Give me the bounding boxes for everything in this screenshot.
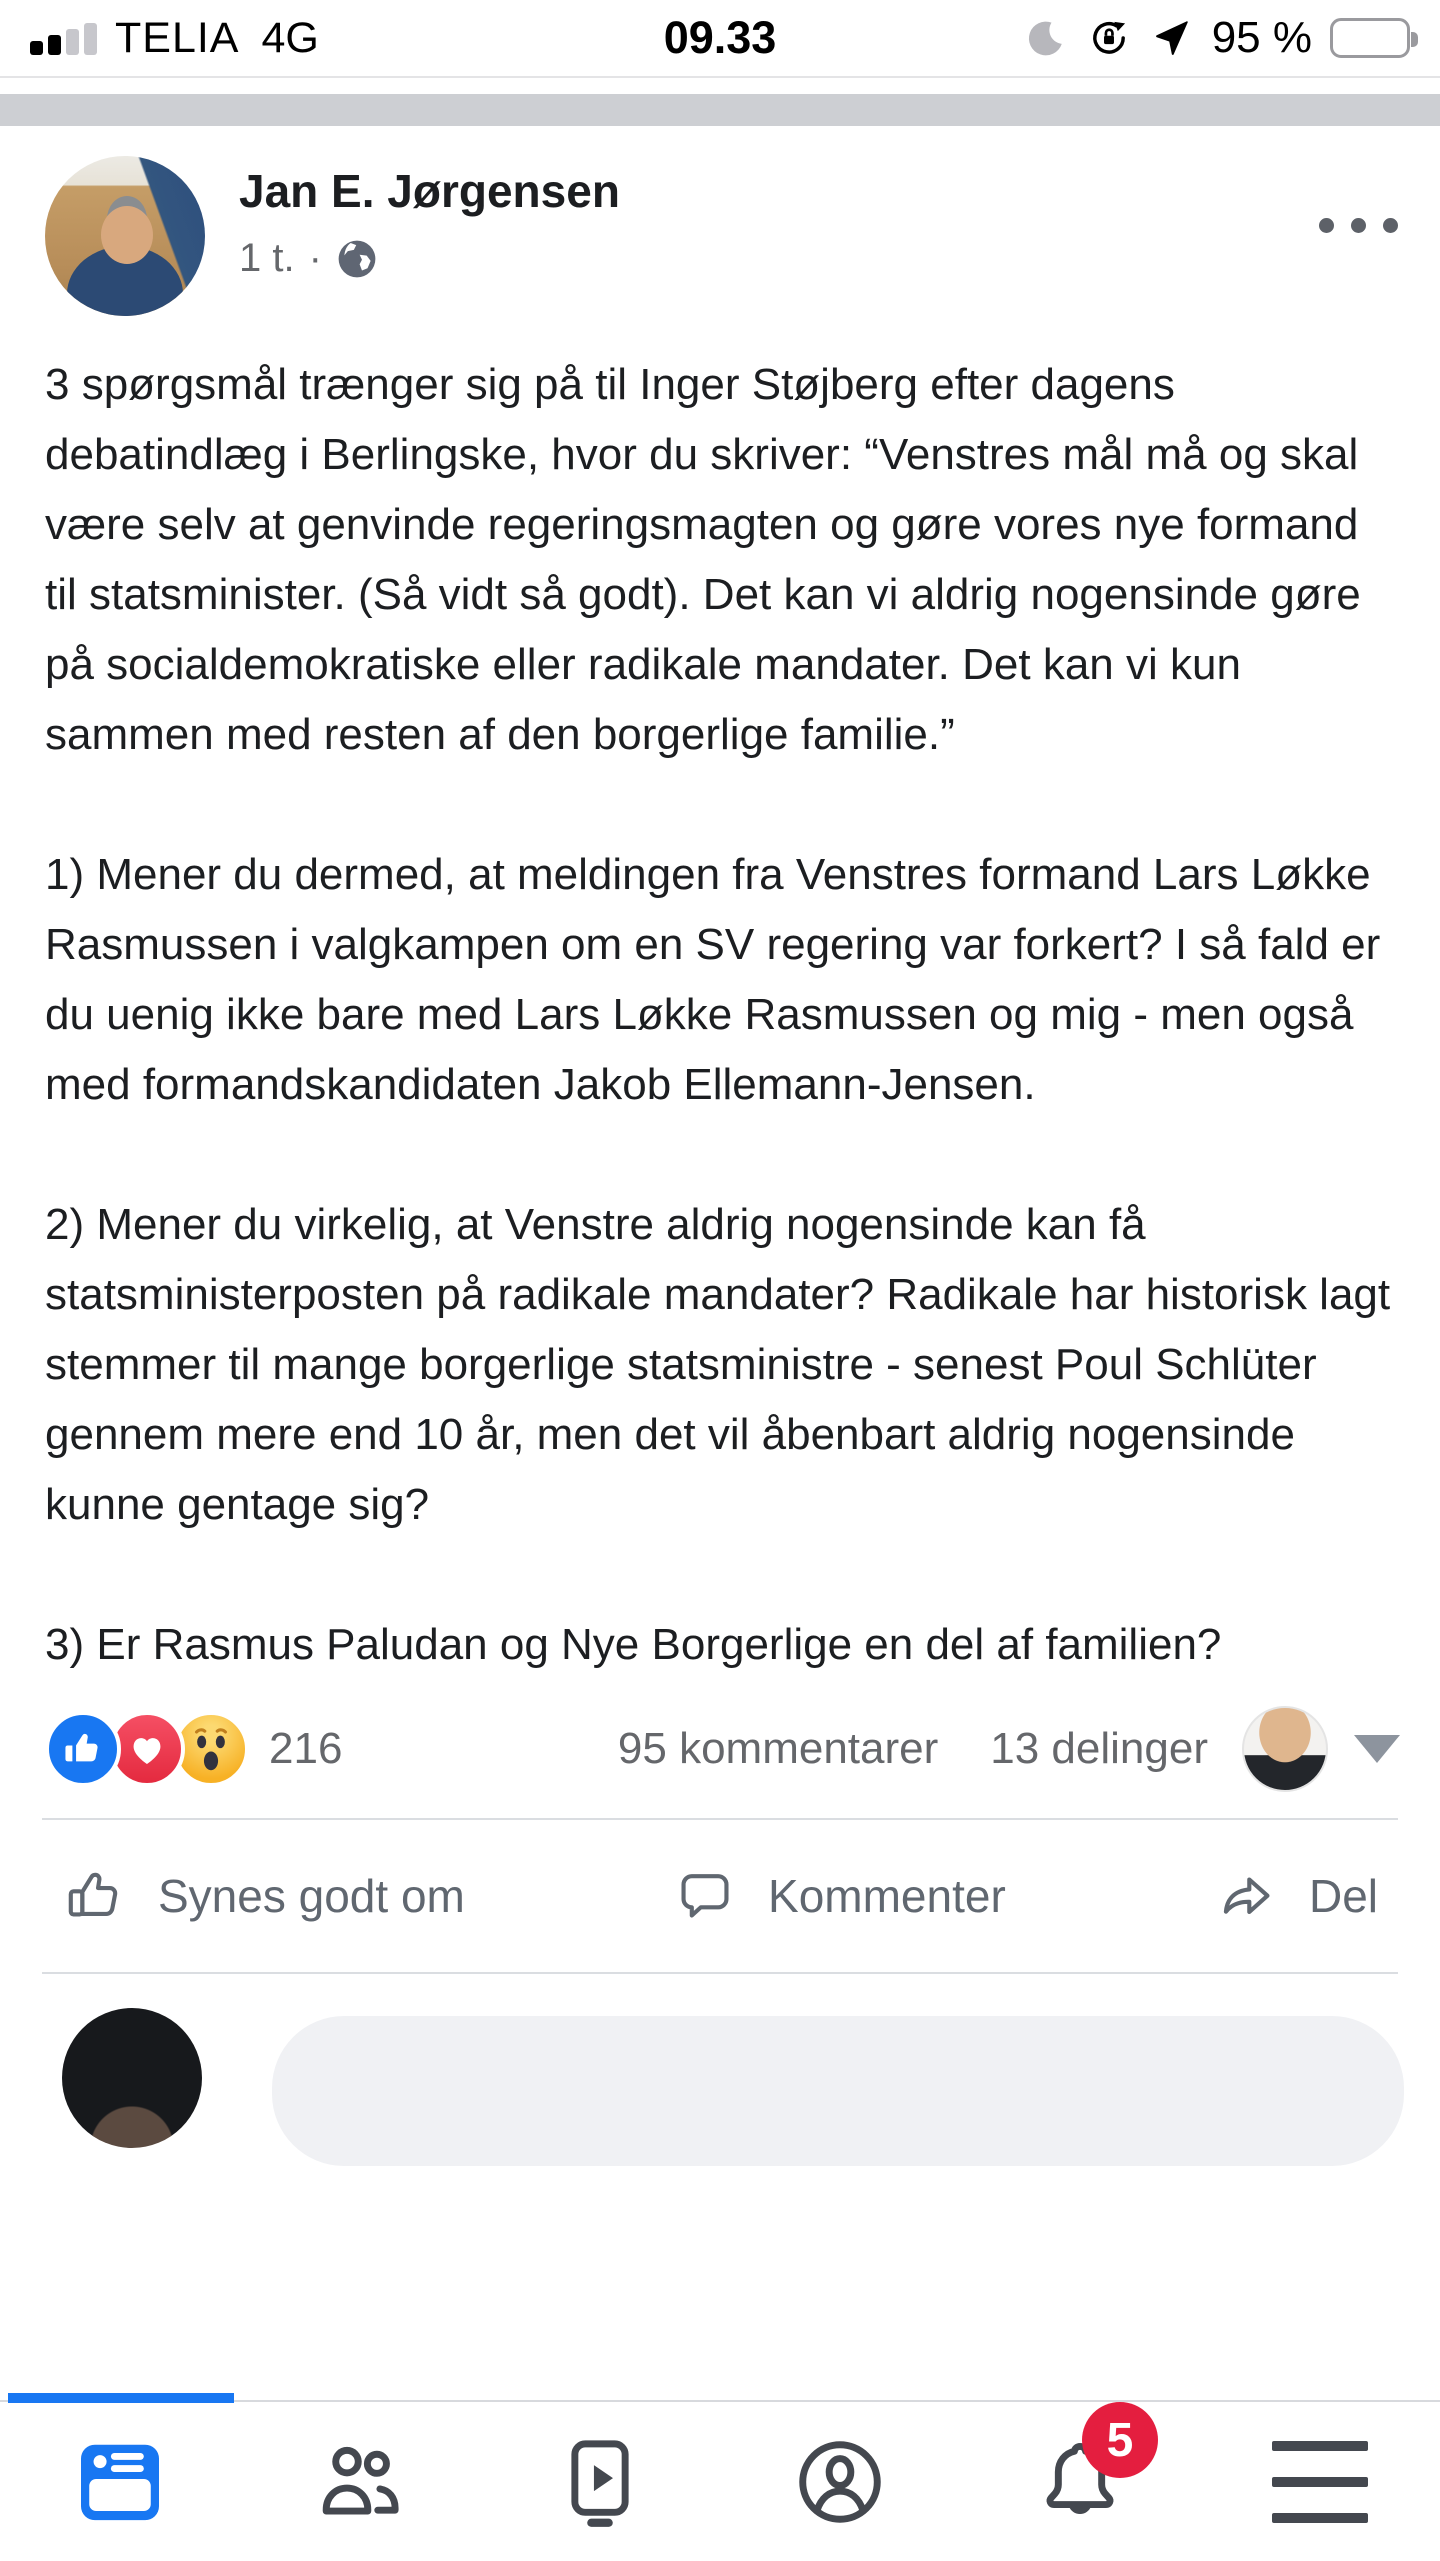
post-options-icon bbox=[1319, 218, 1334, 233]
post-action-bar bbox=[0, 1820, 1440, 1972]
active-tab-indicator bbox=[8, 2393, 234, 2403]
post-paragraph: 2) Mener du virkelig, at Venstre aldrig nogensinde kan få statsministerposten på radikale mandater? Radikale har historisk lagt stemmer til mange borgerlige statsministre - senest Poul Schlüter gennem mere end 10 år, men det vil åbenbart aldrig nogensinde kunne gentage sig? bbox=[45, 1200, 1391, 1529]
tab-friends-icon bbox=[308, 2430, 412, 2534]
author-name[interactable]: Jan E. Jørgensen bbox=[239, 165, 620, 217]
carrier-label: TELIA bbox=[115, 13, 240, 62]
cell-signal-icon bbox=[30, 21, 97, 55]
author-avatar[interactable] bbox=[45, 156, 205, 316]
tab-profile-icon bbox=[788, 2430, 892, 2534]
share-icon bbox=[1213, 1863, 1279, 1929]
post-meta bbox=[239, 236, 620, 281]
status-bar bbox=[0, 0, 1440, 78]
like-button-label: Synes godt om bbox=[158, 1870, 465, 1922]
rotation-lock-icon bbox=[1086, 15, 1132, 61]
clock: 09.33 bbox=[663, 12, 777, 63]
like-button[interactable] bbox=[62, 1863, 465, 1929]
comment-icon bbox=[672, 1863, 738, 1929]
comment-input[interactable] bbox=[272, 2016, 1404, 2166]
reaction-summary[interactable] bbox=[45, 1711, 342, 1787]
post-options-icon bbox=[1383, 218, 1398, 233]
network-type-label: 4G bbox=[261, 13, 319, 62]
post-time: 1 t. bbox=[239, 236, 295, 280]
battery-percent-label: 95 % bbox=[1211, 13, 1312, 62]
tab-news-feed[interactable] bbox=[0, 2402, 240, 2561]
chevron-down-icon[interactable] bbox=[1354, 1735, 1400, 1763]
post-body bbox=[0, 316, 1440, 1680]
audience-globe-icon bbox=[336, 238, 378, 280]
comment-button[interactable] bbox=[672, 1863, 1006, 1929]
status-bar-left bbox=[30, 14, 319, 63]
tab-friends[interactable] bbox=[240, 2402, 480, 2561]
tab-notifications[interactable] bbox=[960, 2402, 1200, 2561]
comment-composer bbox=[0, 1974, 1440, 2054]
post-header-text bbox=[239, 156, 620, 281]
reaction-count[interactable]: 216 bbox=[269, 1724, 343, 1773]
tab-profile[interactable] bbox=[720, 2402, 960, 2561]
comments-count[interactable]: 95 kommentarer bbox=[617, 1724, 939, 1773]
post-options-button[interactable] bbox=[1319, 156, 1398, 233]
tab-menu-icon bbox=[1272, 2441, 1368, 2523]
post-paragraph: 1) Mener du dermed, at meldingen fra Venstres formand Lars Løkke Rasmussen i valgkampen om en SV regering var forkert? I så fald er du uenig ikke bare med Lars Løkke Rasmussen og mig - men også med formandskandidaten Jakob Ellemann-Jensen. bbox=[45, 850, 1381, 1109]
like-icon bbox=[62, 1863, 128, 1929]
meta-separator: · bbox=[308, 236, 322, 280]
post-paragraph: 3 spørgsmål trænger sig på til Inger Støjberg efter dagens debatindlæg i Berlingske, hvor du skriver: “Venstres mål må og skal være selv at genvinde regeringsmagten og gøre vores nye formand til statsminister. (Så vidt så godt). Det kan vi aldrig nogensinde gøre på socialdemokratiske eller radikale mandater. Det kan vi kun sammen med resten af den borgerlige familie.” bbox=[45, 360, 1361, 759]
commenter-avatar[interactable] bbox=[1242, 1706, 1328, 1792]
post-paragraph: 3) Er Rasmus Paludan og Nye Borgerlige en del af familien? bbox=[45, 1620, 1222, 1669]
location-arrow-icon bbox=[1150, 16, 1194, 60]
tab-watch[interactable] bbox=[480, 2402, 720, 2561]
comment-button-label: Kommenter bbox=[768, 1870, 1006, 1922]
post-header bbox=[0, 126, 1440, 316]
scrolled-header-remnant bbox=[0, 94, 1440, 126]
tab-bar bbox=[0, 2400, 1440, 2561]
reaction-like-icon bbox=[45, 1711, 121, 1787]
share-button[interactable] bbox=[1213, 1863, 1378, 1929]
notification-badge: 5 bbox=[1082, 2402, 1158, 2478]
status-bar-right bbox=[1024, 13, 1410, 63]
battery-icon bbox=[1330, 18, 1410, 58]
tab-news-feed-icon bbox=[68, 2430, 172, 2534]
tab-menu[interactable] bbox=[1200, 2402, 1440, 2561]
shares-count[interactable]: 13 delinger bbox=[990, 1724, 1208, 1773]
moon-icon bbox=[1024, 16, 1068, 60]
post-options-icon bbox=[1351, 218, 1366, 233]
facebook-post bbox=[0, 126, 1440, 2054]
engagement-row bbox=[0, 1680, 1440, 1792]
user-avatar bbox=[62, 2008, 202, 2148]
share-button-label: Del bbox=[1308, 1870, 1378, 1922]
tab-watch-icon bbox=[548, 2430, 652, 2534]
